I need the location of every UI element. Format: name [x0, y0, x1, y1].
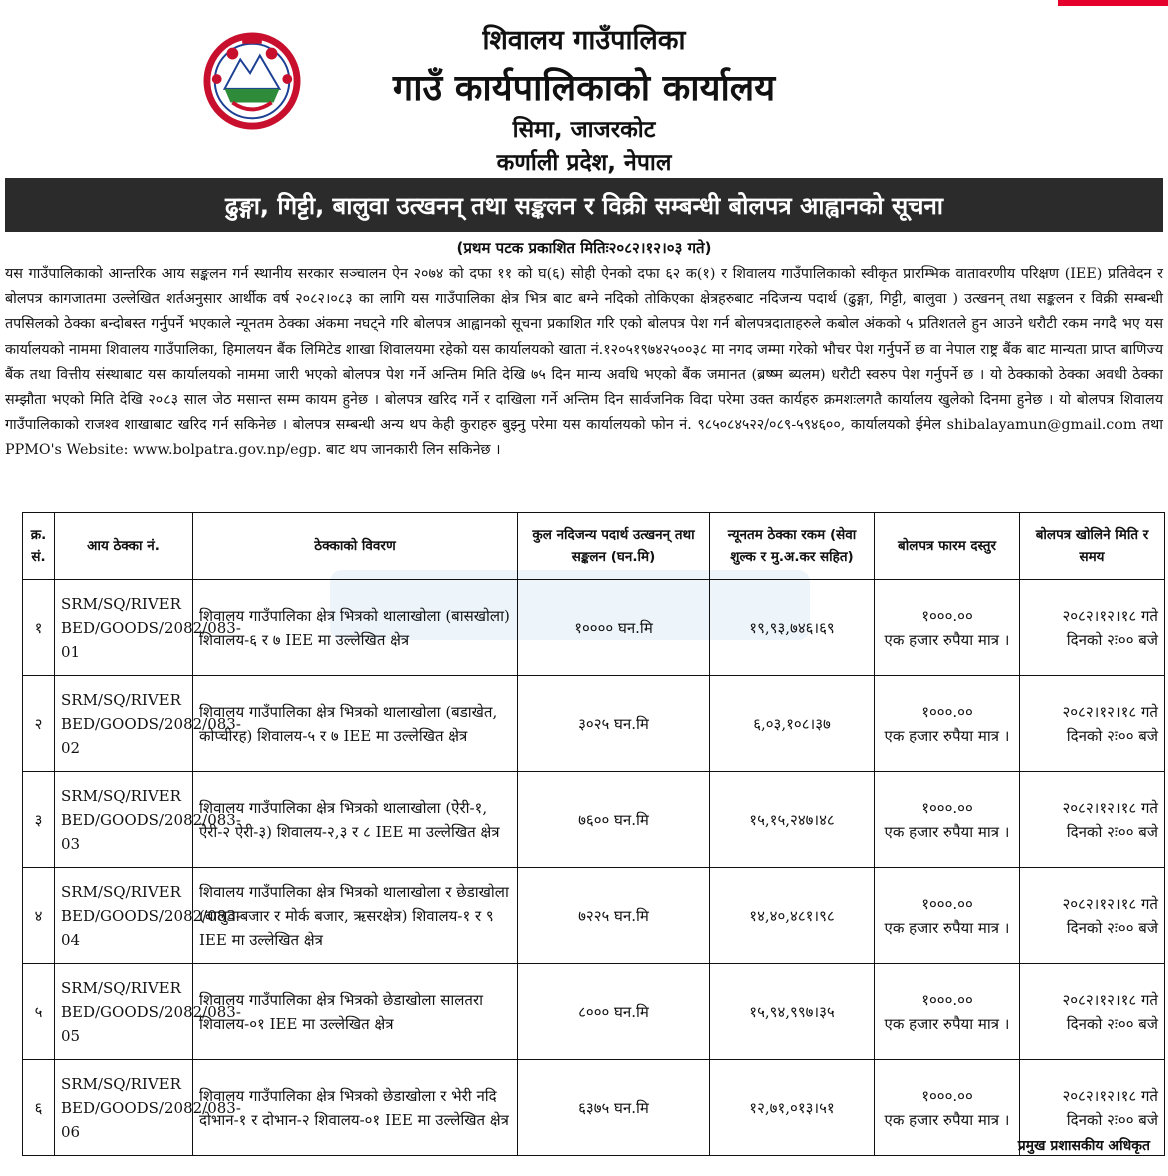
col-header-fee: बोलपत्र फारम दस्तुर [875, 513, 1020, 580]
row-amount: १४,४०,४८१।९८ [710, 868, 875, 964]
fee-words: एक हजार रुपैया मात्र । [884, 918, 1010, 937]
row-description: शिवालय गाउँपालिका क्षेत्र भित्रको थालाखोला (बासखोला) शिवालय-६ र ७ IEE मा उल्लेखित क्षेत्र [193, 580, 518, 676]
table-row [23, 868, 1165, 964]
row-quantity: ६३७५ घन.मि [518, 1060, 710, 1156]
row-fee [875, 676, 1020, 772]
row-opening [1020, 868, 1165, 964]
col-header-sn: क्र. सं. [23, 513, 55, 580]
row-opening [1020, 964, 1165, 1060]
fee-amount: १०००.०० [921, 702, 973, 721]
opening-date: २०८२।१२।१८ गते [1062, 702, 1158, 721]
fee-amount: १०००.०० [921, 1086, 973, 1105]
row-description: शिवालय गाउँपालिका क्षेत्र भित्रको थालाखोला (बडाखेत, कोप्चीरह) शिवालय-५ र ७ IEE मा उल्लेखित क्षेत्र [193, 676, 518, 772]
opening-time: दिनको २ः०० बजे [1066, 1110, 1158, 1129]
row-code: SRM/SQ/RIVER BED/GOODS/2082/083-06 [55, 1060, 193, 1156]
fee-amount: १०००.०० [921, 798, 973, 817]
opening-date: २०८२।१२।१८ गते [1062, 798, 1158, 817]
fee-words: एक हजार रुपैया मात्र । [884, 822, 1010, 841]
opening-date: २०८२।१२।१८ गते [1062, 1086, 1158, 1105]
row-amount: १९,९३,७४६।६९ [710, 580, 875, 676]
opening-time: दिनको २ः०० बजे [1066, 918, 1158, 937]
row-amount: १२,७१,०१३।५१ [710, 1060, 875, 1156]
opening-time: दिनको २ः०० बजे [1066, 822, 1158, 841]
table-row [23, 1060, 1165, 1156]
fee-amount: १०००.०० [921, 606, 973, 625]
col-header-opening: बोलपत्र खोलिने मिति र समय [1020, 513, 1165, 580]
row-code: SRM/SQ/RIVER BED/GOODS/2082/083-05 [55, 964, 193, 1060]
row-sn: २ [23, 676, 55, 772]
row-description: शिवालय गाउँपालिका क्षेत्र भित्रको छेडाखोला सालतरा शिवालय-०१ IEE मा उल्लेखित क्षेत्र [193, 964, 518, 1060]
fee-words: एक हजार रुपैया मात्र । [884, 1014, 1010, 1033]
top-accent-bar [1058, 0, 1168, 6]
col-header-code: आय ठेक्का नं. [55, 513, 193, 580]
row-description: शिवालय गाउँपालिका क्षेत्र भित्रको छेडाखोला र भेरी नदि दोभान-१ र दोभान-२ शिवालय-०१ IEE मा उल्लेखित क्षेत्र [193, 1060, 518, 1156]
fee-amount: १०००.०० [921, 894, 973, 913]
row-code: SRM/SQ/RIVER BED/GOODS/2082/083-03 [55, 772, 193, 868]
row-sn: ३ [23, 772, 55, 868]
row-quantity: ३०२५ घन.मि [518, 676, 710, 772]
row-description: शिवालय गाउँपालिका क्षेत्र भित्रको थालाखोला (ऐेरी-१, ऐेरी-२ ऐेरी-३) शिवालय-२,३ र ८ IEE मा उल्लेखित क्षेत्र [193, 772, 518, 868]
row-code: SRM/SQ/RIVER BED/GOODS/2082/083-04 [55, 868, 193, 964]
table-row [23, 964, 1165, 1060]
province-name: कर्णाली प्रदेश, नेपाल [496, 150, 672, 176]
table-row [23, 676, 1165, 772]
row-fee [875, 580, 1020, 676]
opening-date: २०८२।१२।१८ गते [1062, 606, 1158, 625]
fee-words: एक हजार रुपैया मात्र । [884, 630, 1010, 649]
row-quantity: ७२२५ घन.मि [518, 868, 710, 964]
table-row [23, 772, 1165, 868]
notice-body: यस गाउँपालिकाको आन्तरिक आय सङ्कलन गर्न स्थानीय सरकार सञ्चालन ऐन २०७४ को दफा ११ को घ(६) सोही ऐनको दफा ६२ क(१) र शिवालय गाउँपालिकाको स्वीकृत प्रारम्भिक वातावरणीय परिक्षण (IEE) प्रतिवेदन र बोलपत्र कागजातमा उल्लेखित शर्तअनुसार आर्थीक वर्ष २०८२।०८३ का लागि यस गाउँपालिका क्षेत्र भित्र बाट बग्ने नदिको तोकिएका क्षेत्रहरुबाट नदिजन्य पदार्थ (ढुङ्गा, गिट्टी, बालुवा ) उत्खनन् तथा सङ्कलन र विक्री सम्बन्धी तपसिलको ठेक्का बन्दोबस्त गर्नुपर्ने भएकाले न्यूनतम ठेक्का अंकमा नघट्ने गरि बोलपत्र आह्वानको सूचना प्रकाशित गरि एको बोलपत्र पेश गर्न बोलपत्रदाताहरुले कबोल अंकको ५ प्रतिशतले हुन आउने धरौटी रकम नगदै भए यस कार्यालयको नाममा शिवालय गाउँपालिका, हिमालयन बैंक लिमिटेड शाखा शिवालयमा रहेको यस कार्यालयको खाता नं.१२०५१९७४२५००३८ मा नगद जम्मा गरेको भौचर पेश गर्नुपर्ने छ वा नेपाल राष्ट्र बैंक बाट मान्यता प्राप्त बाणिज्य बैंक तथा वित्तीय संस्थाबाट यस कार्यालयको नाममा जारी भएको बोलपत्र पेश गर्ने अन्तिम मिति देखि ७५ दिन मान्य अवधि भएको बैंक जमानत (ब्रष्ष्म ब्यलम) धरौटी स्वरुप पेश गर्नुपर्ने छ । यो ठेक्काको ठेक्का अवधी ठेक्का सम्झौता भएको मिति देखि २०८३ साल जेठ मसान्त सम्म कायम हुनेछ । बोलपत्र खरिद गर्ने र दाखिला गर्ने अन्तिम दिन सार्वजनिक विदा परेमा उक्त कार्यहरु क्रमशःलगतै कार्यालय खुलेको दिनमा हुनेछ । यो बोलपत्र शिवालय गाउँपालिकाको राजश्व शाखाबाट खरिद गर्न सकिनेछ । बोलपत्र सम्बन्धी अन्य थप केही कुराहरु बुझ्नु परेमा यस कार्यालयको फोन नं. ९८५०८४५२२/०८९-५९४६००, कार्यालयको ईमेल shibalayamun@gmail.com तथा PPMO's Website: www.bolpatra.gov.np/egp. बाट थप जानकारी लिन सकिनेछ । [5, 266, 1163, 459]
col-header-amount: न्यूनतम ठेक्का रकम (सेवा शुल्क र मु.अ.कर सहित) [710, 513, 875, 580]
notice-title: ढुङ्गा, गिट्टी, बालुवा उत्खनन् तथा सङ्कलन र विक्री सम्बन्धी बोलपत्र आह्वानको सूचना [225, 191, 943, 220]
row-sn: ६ [23, 1060, 55, 1156]
opening-time: दिनको २ः०० बजे [1066, 726, 1158, 745]
row-opening [1020, 772, 1165, 868]
office-location: सिमा, जाजरकोट [512, 117, 656, 143]
office-name: गाउँ कार्यपालिकाको कार्यालय [392, 68, 776, 109]
col-header-quantity: कुल नदिजन्य पदार्थ उत्खनन् तथा सङ्कलन (घन.मि) [518, 513, 710, 580]
tender-table [22, 512, 1165, 1156]
opening-time: दिनको २ः०० बजे [1066, 1014, 1158, 1033]
row-quantity: १०००० घन.मि [518, 580, 710, 676]
table-header-row [23, 513, 1165, 580]
fee-amount: १०००.०० [921, 990, 973, 1009]
row-opening [1020, 580, 1165, 676]
signature-title: प्रमुख प्रशासकीय अधिकृत [1017, 1138, 1150, 1154]
row-amount: १५,१५,२४७।४८ [710, 772, 875, 868]
opening-date: २०८२।१२।१८ गते [1062, 894, 1158, 913]
fee-words: एक हजार रुपैया मात्र । [884, 726, 1010, 745]
row-code: SRM/SQ/RIVER BED/GOODS/2082/083-01 [55, 580, 193, 676]
row-quantity: ७६०० घन.मि [518, 772, 710, 868]
opening-date: २०८२।१२।१८ गते [1062, 990, 1158, 1009]
notice-title-banner [5, 178, 1163, 232]
row-fee [875, 868, 1020, 964]
row-sn: ४ [23, 868, 55, 964]
row-sn: १ [23, 580, 55, 676]
row-code: SRM/SQ/RIVER BED/GOODS/2082/083-02 [55, 676, 193, 772]
municipality-name: शिवालय गाउँपालिका [482, 25, 686, 56]
row-sn: ५ [23, 964, 55, 1060]
fee-words: एक हजार रुपैया मात्र । [884, 1110, 1010, 1129]
table-row [23, 580, 1165, 676]
row-fee [875, 772, 1020, 868]
row-fee [875, 964, 1020, 1060]
row-description: शिवालय गाउँपालिका क्षेत्र भित्रको थालाखोला र छेडाखोला (बालुवाबजार र मोर्क बजार, ऋसरक्षेत्र) शिवालय-१ र ९ IEE मा उल्लेखित क्षेत्र [193, 868, 518, 964]
publication-date: (प्रथम पटक प्रकाशित मितिः२०८२।१२।०३ गते) [456, 239, 712, 257]
row-fee [875, 1060, 1020, 1156]
row-amount: १५,९४,९९७।३५ [710, 964, 875, 1060]
row-quantity: ८००० घन.मि [518, 964, 710, 1060]
row-opening [1020, 676, 1165, 772]
col-header-description: ठेक्काको विवरण [193, 513, 518, 580]
row-amount: ६,०३,१०८।३७ [710, 676, 875, 772]
opening-time: दिनको २ः०० बजे [1066, 630, 1158, 649]
